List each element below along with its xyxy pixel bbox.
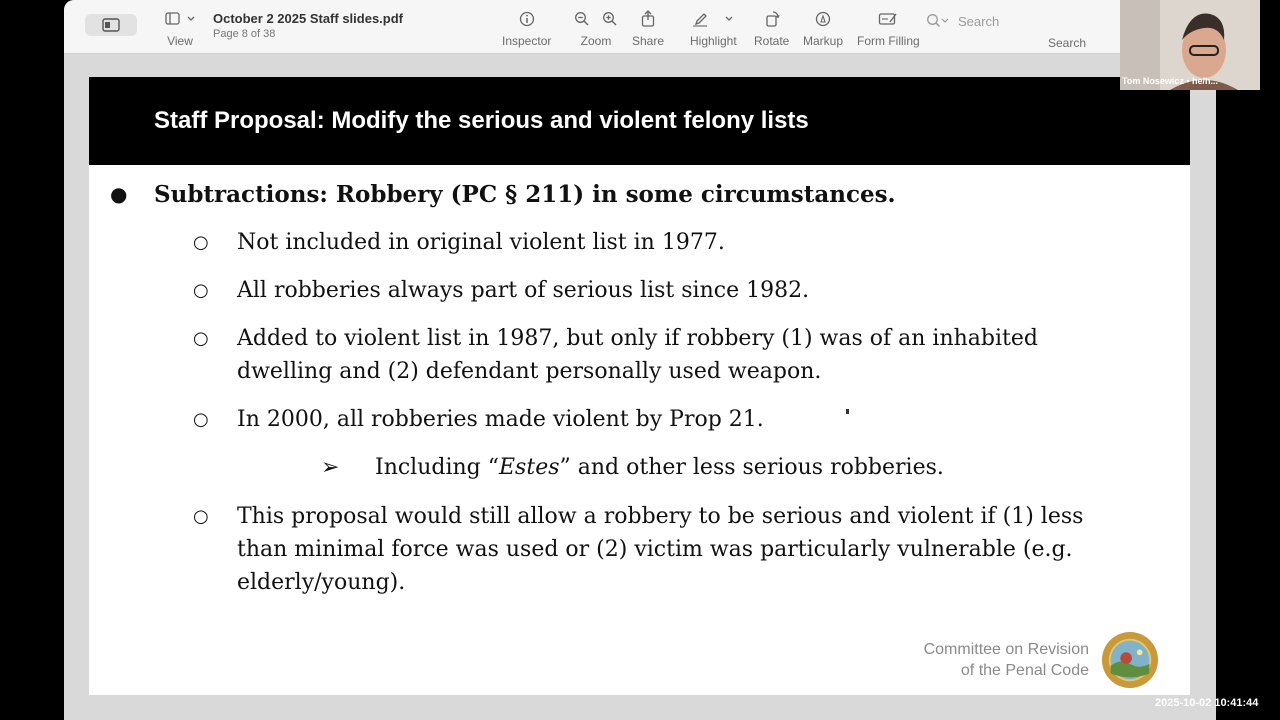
- sidebar-toggle-button[interactable]: [85, 14, 137, 36]
- sub-bullet-text: In 2000, all robberies made violent by Prop 21.: [237, 407, 764, 432]
- nested-bullet-text: [375, 451, 944, 484]
- hollow-bullet-icon: ○: [193, 328, 209, 349]
- sub-bullet-text-continued: than minimal force was used or (2) victim was particularly vulnerable (e.g.: [237, 537, 1073, 562]
- footer-line-1: Committee on Revision: [923, 641, 1089, 658]
- slide-page: [89, 77, 1190, 695]
- filled-bullet-icon: ●: [110, 182, 128, 206]
- share-icon: [640, 10, 656, 28]
- form-filling-button[interactable]: [857, 8, 920, 48]
- nested-text-prefix: Including “: [375, 455, 499, 480]
- highlight-button[interactable]: [690, 8, 737, 48]
- hollow-bullet-icon: ○: [193, 232, 209, 253]
- sub-bullet-text: Added to violent list in 1987, but only if robbery (1) was of an inhabited: [237, 326, 1038, 351]
- search-input[interactable]: [926, 10, 1116, 32]
- main-bullet-text: Subtractions: Robbery (PC § 211) in some circumstances.: [154, 181, 896, 208]
- slide-title: Staff Proposal: Modify the serious and violent felony lists: [154, 107, 809, 134]
- pen-icon: [690, 11, 736, 27]
- search-placeholder: Search: [958, 13, 1000, 29]
- hollow-bullet-icon: ○: [193, 506, 209, 527]
- footer-line-2: of the Penal Code: [960, 662, 1089, 679]
- rotate-button[interactable]: [754, 8, 789, 48]
- zoom-in-icon[interactable]: [602, 11, 618, 27]
- markup-icon: [815, 11, 831, 27]
- highlight-label: Highlight: [690, 34, 737, 48]
- arrowhead-bullet-icon: ➢: [321, 455, 340, 480]
- participant-name: Tom Nosewicz • he/h...: [1122, 76, 1218, 86]
- form-filling-label: Form Filling: [857, 34, 920, 48]
- rotate-label: Rotate: [754, 34, 790, 48]
- zoom-out-icon[interactable]: [574, 11, 590, 27]
- sub-bullet-text: Not included in original violent list in 1977.: [237, 230, 725, 255]
- sidebar-icon: [102, 18, 120, 32]
- form-icon: [878, 11, 898, 27]
- view-menu-icon: [164, 11, 196, 27]
- share-button[interactable]: [632, 8, 664, 48]
- footer-organization: [889, 639, 1089, 681]
- inspector-label: Inspector: [502, 34, 552, 48]
- hollow-bullet-icon: ○: [193, 409, 209, 430]
- slide-header-band: [89, 77, 1190, 165]
- hollow-bullet-icon: ○: [193, 280, 209, 301]
- recording-timestamp: 2025-10-02 10:41:44: [1155, 697, 1259, 709]
- sub-bullet-text-continued: elderly/young).: [237, 570, 406, 595]
- state-seal-logo: [1101, 631, 1159, 689]
- rotate-icon: [764, 11, 780, 27]
- nested-text-suffix: ” and other less serious robberies.: [559, 455, 944, 480]
- markup-button[interactable]: [803, 8, 843, 48]
- mouse-cursor: [846, 409, 849, 414]
- info-icon: [519, 11, 535, 27]
- sub-bullet-text: All robberies always part of serious list since 1982.: [237, 278, 810, 303]
- view-label: View: [167, 34, 193, 48]
- sub-bullet-text: This proposal would still allow a robbery to be serious and violent if (1) less: [237, 504, 1084, 529]
- markup-label: Markup: [803, 34, 844, 48]
- search-icon: [926, 13, 952, 29]
- search-label: Search: [1048, 36, 1087, 50]
- zoom-label: Zoom: [580, 34, 612, 48]
- zoom-button[interactable]: [574, 8, 618, 48]
- inspector-button[interactable]: [502, 8, 551, 48]
- sub-bullet-text-continued: dwelling and (2) defendant personally used weapon.: [237, 359, 822, 384]
- toolbar: [64, 0, 1216, 54]
- nested-text-italic: Estes: [499, 455, 560, 480]
- page-indicator: Page 8 of 38: [213, 28, 276, 40]
- document-title: October 2 2025 Staff slides.pdf: [213, 11, 404, 26]
- view-button[interactable]: [164, 8, 196, 48]
- share-label: Share: [632, 34, 665, 48]
